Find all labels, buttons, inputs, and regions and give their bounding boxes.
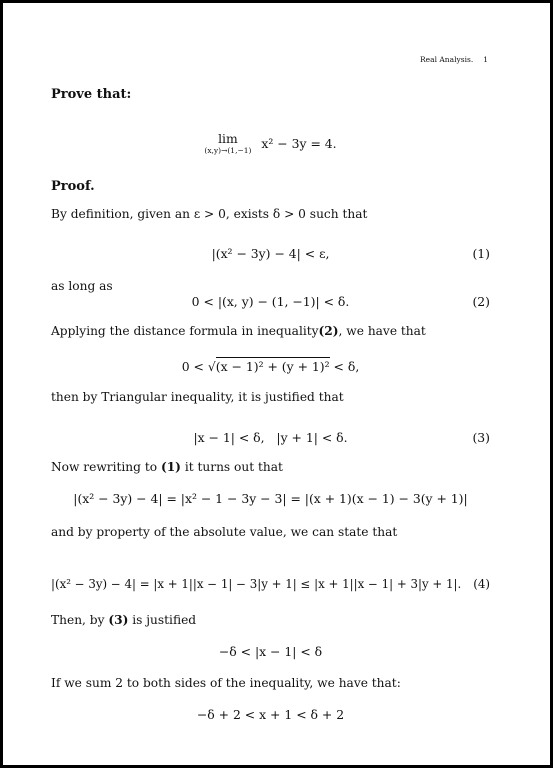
ref-2: (2) bbox=[318, 324, 339, 338]
equation-1-expr: |(x² − 3y) − 4| < ε, bbox=[211, 246, 330, 261]
bound-inequality: −δ < |x − 1| < δ bbox=[218, 644, 323, 659]
proof-heading: Proof. bbox=[51, 179, 95, 194]
sum-inequality: −δ + 2 < x + 1 < δ + 2 bbox=[196, 707, 345, 722]
limit-operator: lim (x,y)→(1,−1) bbox=[204, 131, 252, 156]
paragraph-absolute-value: and by property of the absolute value, we can state that bbox=[51, 525, 398, 539]
prove-heading: Prove that: bbox=[51, 87, 132, 102]
limit-subscript: (x,y)→(1,−1) bbox=[204, 146, 252, 156]
equation-2 bbox=[51, 294, 490, 309]
paragraph-then: Then, by (3) is justified bbox=[51, 613, 197, 627]
paragraph-triangular: then by Triangular inequality, it is justified that bbox=[51, 390, 344, 404]
paragraph-distance-formula: Applying the distance formula in inequality(2), we have that bbox=[51, 324, 426, 338]
page-number: 1 bbox=[483, 55, 488, 64]
paragraph-sum: If we sum 2 to both sides of the inequality, we have that: bbox=[51, 676, 401, 690]
running-title: Real Analysis. bbox=[420, 55, 474, 64]
equation-4-number: (4) bbox=[473, 577, 490, 591]
equation-2-number: (2) bbox=[472, 294, 490, 309]
sqrt-radicand: (x − 1)² + (y + 1)² bbox=[215, 359, 330, 374]
equation-2-expr: 0 < |(x, y) − (1, −1)| < δ. bbox=[191, 294, 350, 309]
paragraph-definition: By definition, given an ε > 0, exists δ > 0 such that bbox=[51, 207, 368, 221]
ref-3: (3) bbox=[108, 613, 129, 627]
running-header bbox=[3, 55, 550, 64]
paper-page bbox=[3, 3, 550, 765]
paragraph-as-long-as: as long as bbox=[51, 279, 113, 293]
equation-4 bbox=[51, 577, 490, 591]
ref-1: (1) bbox=[160, 460, 181, 474]
rewrite-equation: |(x² − 3y) − 4| = |x² − 1 − 3y − 3| = |(x + 1)(x − 1) − 3(y + 1)| bbox=[73, 491, 468, 506]
equation-3-number: (3) bbox=[472, 430, 490, 445]
equation-4-expr: |(x² − 3y) − 4| = |x + 1||x − 1| − 3|y + 1| ≤ |x + 1||x − 1| + 3|y + 1|. bbox=[51, 577, 462, 591]
equation-3 bbox=[51, 430, 490, 445]
distance-inequality: 0 < √(x − 1)² + (y + 1)² < δ, bbox=[181, 359, 360, 374]
limit-equation bbox=[51, 133, 490, 155]
paragraph-rewriting: Now rewriting to (1) it turns out that bbox=[51, 460, 283, 474]
equation-1 bbox=[51, 246, 490, 261]
equation-3-expr: |x − 1| < δ, |y + 1| < δ. bbox=[193, 430, 348, 445]
equation-1-number: (1) bbox=[472, 246, 490, 261]
limit-expression: x² − 3y = 4. bbox=[261, 136, 337, 152]
